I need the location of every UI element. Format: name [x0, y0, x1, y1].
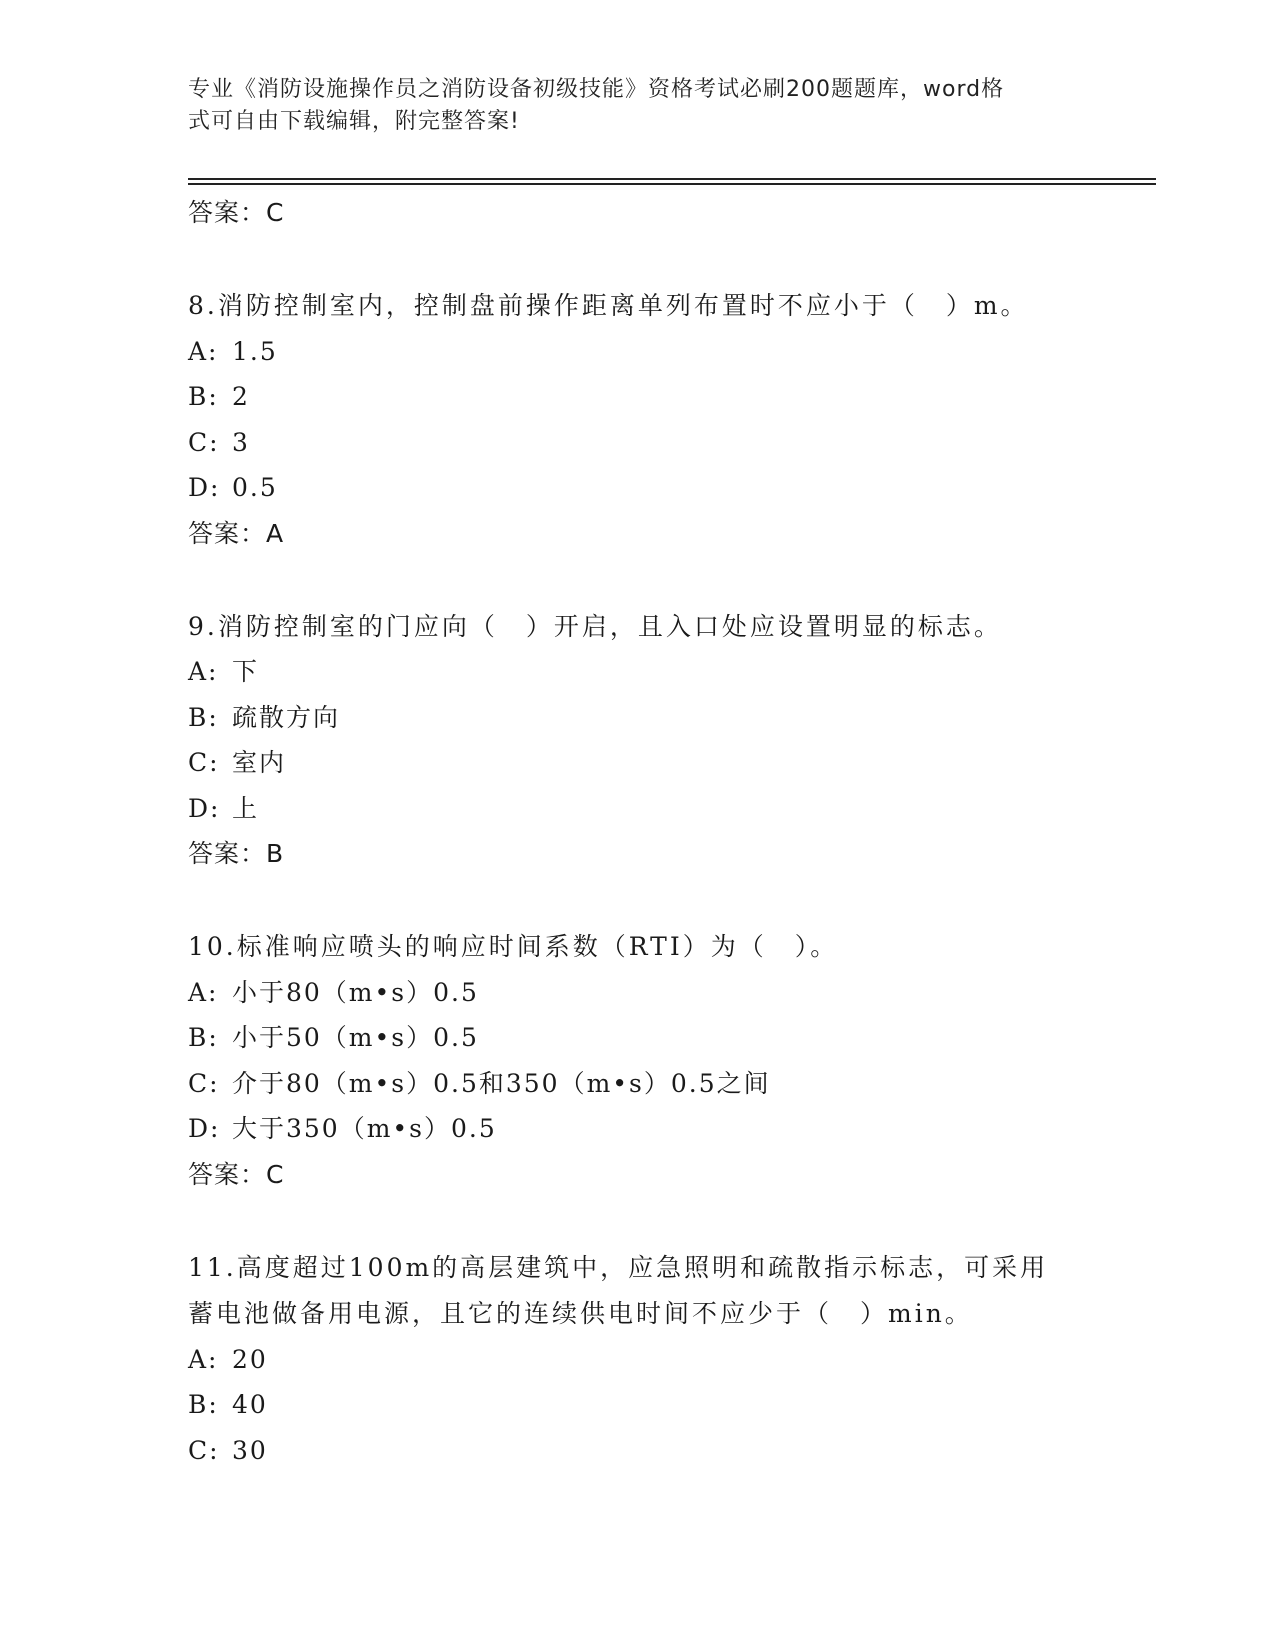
question-text-line-2: 蓄电池做备用电源，且它的连续供电时间不应少于（ ）min。	[188, 1299, 973, 1328]
option-c	[188, 420, 1156, 466]
option-d	[188, 1106, 1156, 1152]
option-letter: A:	[188, 977, 219, 1007]
header-rule-bottom	[188, 183, 1156, 185]
option-text: 介于80（m•s）0.5和350（m•s）0.5之间	[232, 1068, 771, 1098]
answer: 答案：C	[188, 1159, 285, 1189]
option-c	[188, 1061, 1156, 1107]
option-text: 小于50（m•s）0.5	[232, 1023, 479, 1052]
option-text: 0.5	[232, 473, 278, 502]
option-letter: C:	[188, 748, 220, 777]
option-a	[188, 1337, 1156, 1383]
question-text: 10.标准响应喷头的响应时间系数（RTI）为（ ）。	[188, 932, 839, 961]
question-text: 9.消防控制室的门应向（ ）开启，且入口处应设置明显的标志。	[188, 611, 1002, 641]
question-11	[188, 1244, 1156, 1474]
option-letter: D:	[188, 793, 221, 823]
option-text: 室内	[232, 748, 287, 777]
option-letter: C:	[188, 1068, 220, 1098]
option-letter: A:	[188, 1344, 219, 1374]
option-text: 2	[232, 382, 250, 411]
option-a	[188, 329, 1156, 375]
option-text: 疏散方向	[232, 702, 341, 732]
option-letter: A:	[188, 336, 219, 366]
option-text: 下	[232, 657, 260, 686]
option-b	[188, 1382, 1156, 1428]
question-9	[188, 603, 1156, 878]
option-text: 40	[232, 1390, 268, 1419]
option-b	[188, 695, 1156, 741]
option-a	[188, 970, 1156, 1016]
header-rule-top	[188, 178, 1156, 180]
option-c	[188, 1428, 1156, 1474]
option-b	[188, 1015, 1156, 1061]
option-letter: B:	[188, 382, 219, 411]
answer: 答案：A	[188, 518, 285, 548]
question-8	[188, 282, 1156, 557]
option-d	[188, 465, 1156, 511]
question-10	[188, 923, 1156, 1198]
option-letter: B:	[188, 702, 219, 732]
question-text: 8.消防控制室内，控制盘前操作距离单列布置时不应小于（ ）m。	[188, 291, 1029, 320]
option-a	[188, 649, 1156, 695]
option-letter: B:	[188, 1023, 219, 1052]
option-text: 1.5	[232, 336, 278, 366]
option-letter: C:	[188, 1435, 220, 1465]
option-text: 小于80（m•s）0.5	[232, 977, 479, 1007]
question-list	[188, 190, 1156, 1473]
option-b	[188, 374, 1156, 420]
option-text: 30	[232, 1435, 268, 1465]
option-letter: C:	[188, 427, 220, 457]
option-text: 20	[232, 1344, 268, 1374]
question-text-line-1: 11.高度超过100m的高层建筑中，应急照明和疏散指示标志，可采用	[188, 1252, 1049, 1282]
header-line-1: 专业《消防设施操作员之消防设备初级技能》资格考试必刷200题题库，word格	[188, 77, 1005, 102]
option-text: 3	[232, 427, 250, 457]
previous-answer: 答案：C	[188, 198, 285, 227]
option-letter: D:	[188, 1114, 221, 1143]
header-line-2: 式可自由下载编辑，附完整答案!	[188, 109, 520, 134]
answer: 答案：B	[188, 839, 285, 868]
option-text: 上	[232, 793, 260, 823]
option-letter: A:	[188, 657, 219, 686]
document-header	[188, 74, 1088, 138]
option-letter: D:	[188, 473, 221, 502]
option-letter: B:	[188, 1390, 219, 1419]
option-c	[188, 740, 1156, 786]
option-text: 大于350（m•s）0.5	[232, 1114, 497, 1143]
option-d	[188, 786, 1156, 832]
